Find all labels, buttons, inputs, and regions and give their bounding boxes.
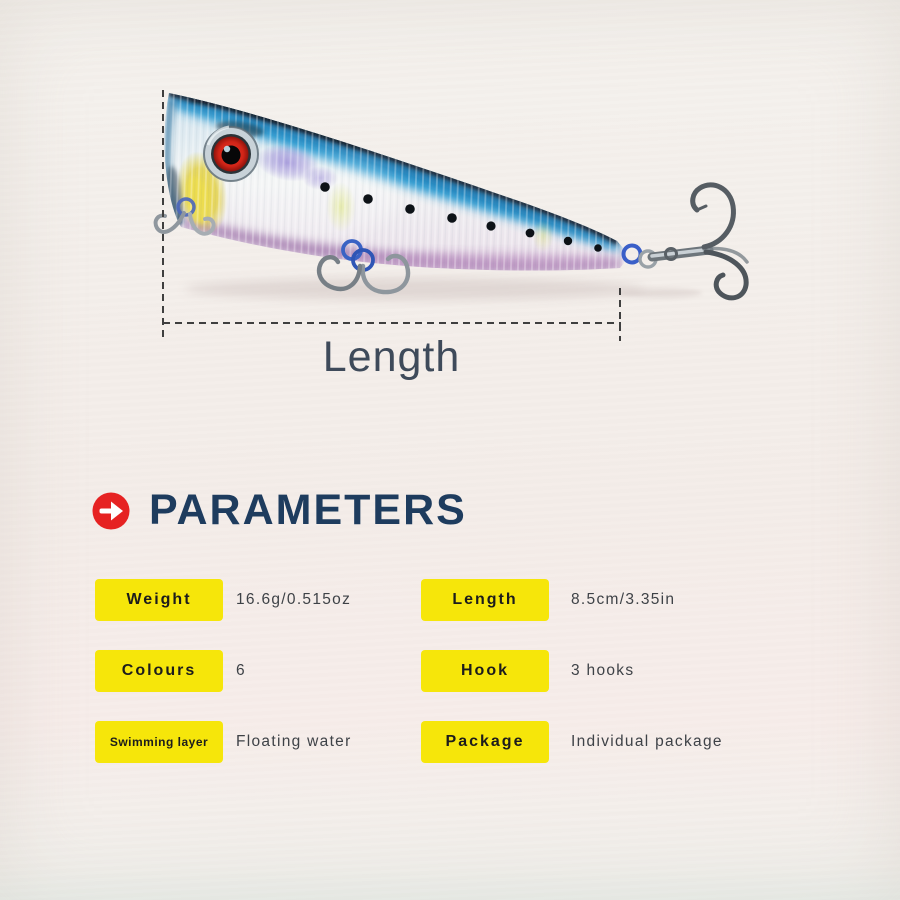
parameter-label: Package	[421, 721, 549, 763]
parameter-label: Length	[421, 579, 549, 621]
parameter-value: 8.5cm/3.35in	[571, 591, 676, 608]
product-photo-area	[0, 0, 900, 430]
parameters-title: PARAMETERS	[149, 486, 467, 534]
lure-body	[163, 93, 624, 271]
parameter-label: Colours	[95, 650, 223, 692]
parameter-value: 16.6g/0.515oz	[236, 591, 352, 608]
hook-shadow	[618, 288, 702, 298]
parameter-label: Swimming layer	[95, 721, 223, 763]
parameter-row-colours	[95, 650, 421, 692]
parameter-label: Hook	[421, 650, 549, 692]
parameter-label: Weight	[95, 579, 223, 621]
parameters-grid	[95, 579, 900, 763]
parameter-value: Individual package	[571, 733, 723, 750]
parameter-row-length	[421, 579, 900, 621]
parameter-row-package	[421, 721, 900, 763]
parameter-row-swimming-layer	[95, 721, 421, 763]
arrow-right-icon	[92, 492, 130, 530]
lure-shadow	[185, 278, 645, 300]
parameter-value: 3 hooks	[571, 662, 635, 679]
parameters-header	[92, 486, 467, 534]
tail-treble-hook	[624, 185, 748, 298]
parameter-row-hook	[421, 650, 900, 692]
length-dimension-label: Length	[322, 333, 461, 381]
parameter-row-weight	[95, 579, 421, 621]
parameter-value: 6	[236, 662, 246, 679]
parameter-value: Floating water	[236, 733, 352, 750]
